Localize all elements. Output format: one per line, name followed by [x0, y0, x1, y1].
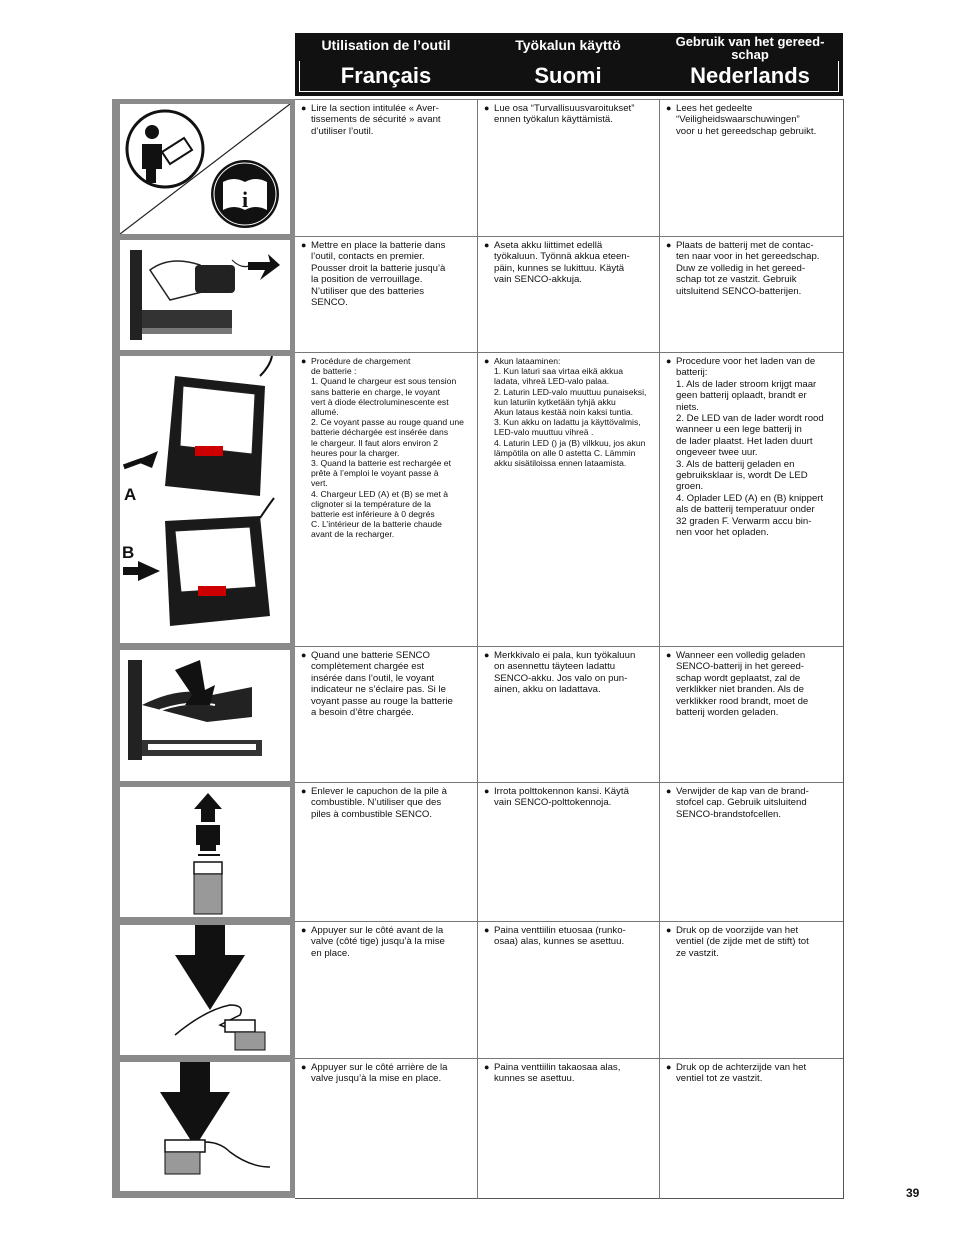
panel-battery-indicator	[120, 650, 290, 781]
svg-text:i: i	[241, 187, 249, 212]
cell-fr: ● Enlever le capuchon de la pile à combustible. N’utiliser que des piles à combustible SENCO.	[295, 783, 477, 922]
instruction-text-fi: Paina venttiilin etuosaa (runko- osaa) alas, kunnes se asettuu.	[494, 925, 626, 948]
battery-insert-icon	[120, 240, 290, 350]
header-col-fr	[295, 33, 477, 96]
instruction-text-nl: Druk op de achterzijde van het ventiel tot ze vastzit.	[676, 1062, 807, 1085]
figure-label-b: B	[122, 543, 135, 562]
instruction-table	[295, 99, 844, 1199]
cell-fi: ● Paina venttiilin etuosaa (runko- osaa) alas, kunnes se asettuu.	[477, 922, 659, 1059]
panel-battery-insert	[120, 240, 290, 350]
cell-nl: ● Procedure voor het laden van de batterij: 1. Als de lader stroom krijgt maar geen batterij oplaadt, brandt er niets. 2. De LED van de lader wordt rood wanneer u een lege batterij in de lader plaatst. Het laden duurt ongeveer twee uur. 3. Als de batterij geladen en gebruiksklaar is, wordt De LED groen. 4. Oplader LED (A) en (B) knippert als de batterij temperatuur onder 32 graden F. Verwarm accu bin- nen voor het opladen.	[659, 353, 841, 647]
header-language-fr: Français	[340, 63, 432, 88]
instruction-text-fr: Quand une batterie SENCO complètement chargée est insérée dans l’outil, le voyant indicateur ne s’éclaire pas. Si le voyant passe au rouge la batterie a besoin d’être chargée.	[311, 650, 453, 719]
instruction-text-fr: Lire la section intitulée « Aver- tissements de sécurité » avant d’utiliser l’outil.	[311, 103, 441, 137]
header-language-nl: Nederlands	[690, 63, 810, 88]
read-manual-icon	[127, 111, 203, 187]
table-row	[295, 782, 843, 922]
cell-fr: ● Appuyer sur le côté arrière de la valve jusqu’à la mise en place.	[295, 1059, 477, 1199]
cell-fr: ● Appuyer sur le côté avant de la valve (côté tige) jusqu’à la mise en place.	[295, 922, 477, 1059]
charger-icon	[120, 356, 290, 643]
instruction-text-nl: Plaats de batterij met de contac- ten naar voor in het gereedschap. Duw ze volledig in het gereed- schap tot ze vastzit. Gebruik uitsluitend SENCO-batterijen.	[676, 240, 820, 297]
instruction-text-fr: Procédure de chargement de batterie : 1. Quand le chargeur est sous tension sans batterie en charge, le voyant vert à diode électroluminescente est allumé. 2. Ce voyant passe au rouge quand une batterie déchargée est insérée dans le chargeur. Il faut alors environ 2 heures pour la charger. 3. Quand la batterie est rechargée et prête à l’emploi le voyant passe à vert. 4. Chargeur LED (A) et (B) se met à clignoter si la température de la batterie est inférieure à 0 degrés C. L’intérieur de la batterie chaude avant de la recharger.	[311, 356, 464, 540]
cell-fr: ● Mettre en place la batterie dans l’outil, contacts en premier. Pousser droit la batterie jusqu’à la position de verrouillage. N’utiliser que des batteries SENCO.	[295, 237, 477, 353]
instruction-text-fi: Irrota polttokennon kansi. Käytä vain SENCO-polttokennoja.	[494, 786, 629, 809]
instruction-text-nl: Druk op de voorzijde van het ventiel (de zijde met de stift) tot ze vastzit.	[676, 925, 809, 959]
instruction-text-nl: Procedure voor het laden van de batterij: 1. Als de lader stroom krijgt maar geen batterij oplaadt, brandt er niets. 2. De LED van de lader wordt rood wanneer u een lege batterij in de lader plaatst. Het laden duurt ongeveer twee uur. 3. Als de batterij geladen en gebruiksklaar is, wordt De LED groen. 4. Oplader LED (A) en (B) knippert als de batterij temperatuur onder 32 graden F. Verwarm accu bin- nen voor het opladen.	[676, 356, 824, 539]
table-row	[295, 99, 843, 237]
table-row	[295, 352, 843, 647]
valve-rear-icon	[120, 1062, 290, 1191]
info-book-icon	[211, 160, 279, 228]
header-col-fi	[477, 33, 659, 96]
cell-fr: ● Quand une batterie SENCO complètement chargée est insérée dans l’outil, le voyant indicateur ne s’éclaire pas. Si le voyant passe au rouge la batterie a besoin d’être chargée.	[295, 647, 477, 783]
panel-valve-rear	[120, 1062, 290, 1191]
header-subtitle-fr: Utilisation de l’outil	[321, 37, 451, 53]
page-number: 39	[906, 1186, 920, 1200]
illustration-strip	[112, 99, 295, 1198]
cell-nl: ● Plaats de batterij met de contac- ten naar voor in het gereedschap. Duw ze volledig in het gereed- schap tot ze vastzit. Gebruik uitsluitend SENCO-batterijen.	[659, 237, 841, 353]
cell-nl: ● Druk op de achterzijde van het ventiel tot ze vastzit.	[659, 1059, 841, 1199]
instruction-text-nl: Lees het gedeelte “Veiligheidswaarschuwingen” voor u het gereedschap gebruikt.	[676, 103, 817, 137]
instruction-text-fi: Akun lataaminen: 1. Kun laturi saa virtaa eikä akkua ladata, vihreä LED-valo palaa. 2. Laturin LED-valo muuttuu punaiseksi, kun laturiin kytketään tyhjä akku Akun lataus kestää noin kaksi tuntia. 3. Kun akku on ladattu ja käyttövalmis, LED-valo muuttuu vihreä . 4. Laturin LED () ja (B) vilkkuu, jos akun lämpötila on alle 0 astetta C. Lämmin akku sisätiloissa ennen lataamista.	[494, 356, 647, 469]
table-row	[295, 1058, 843, 1199]
cell-nl: ● Wanneer een volledig geladen SENCO-batterij in het gereed- schap wordt geplaatst, zal de verklikker niet branden. Als de verklikker rood brandt, moet de batterij worden geladen.	[659, 647, 841, 783]
instruction-text-nl: Verwijder de kap van de brand- stofcel cap. Gebruik uitsluitend SENCO-brandstofcellen.	[676, 786, 809, 820]
battery-indicator-icon	[120, 650, 290, 781]
cell-fi: ● Merkkivalo ei pala, kun työkaluun on asennettu täyteen ladattu SENCO-akku. Jos valo on pun- ainen, akku on ladattava.	[477, 647, 659, 783]
panel-charger	[120, 356, 290, 643]
instruction-text-fi: Merkkivalo ei pala, kun työkaluun on asennettu täyteen ladattu SENCO-akku. Jos valo on pun- ainen, akku on ladattava.	[494, 650, 636, 696]
cell-fr: ● Lire la section intitulée « Aver- tissements de sécurité » avant d’utiliser l’outil.	[295, 100, 477, 237]
instruction-text-nl: Wanneer een volledig geladen SENCO-batterij in het gereed- schap wordt geplaatst, zal de verklikker niet branden. Als de verklikker rood brandt, moet de batterij worden geladen.	[676, 650, 809, 719]
cell-fi: ● Irrota polttokennon kansi. Käytä vain SENCO-polttokennoja.	[477, 783, 659, 922]
instruction-text-fr: Mettre en place la batterie dans l’outil, contacts en premier. Pousser droit la batterie jusqu’à la position de verrouillage. N’utiliser que des batteries SENCO.	[311, 240, 446, 309]
instruction-text-fi: Paina venttiilin takaosaa alas, kunnes se asettuu.	[494, 1062, 621, 1085]
valve-front-icon	[120, 925, 290, 1055]
panel-fuel-cap	[120, 787, 290, 917]
table-row	[295, 921, 843, 1059]
instruction-text-fr: Enlever le capuchon de la pile à combustible. N’utiliser que des piles à combustible SENCO.	[311, 786, 448, 820]
fuel-cap-icon	[120, 787, 290, 917]
header-language-fi: Suomi	[534, 63, 602, 88]
panel-read-manual	[120, 104, 290, 234]
cell-fi: ● Lue osa “Turvallisuusvaroitukset” ennen työkalun käyttämistä.	[477, 100, 659, 237]
instruction-text-fr: Appuyer sur le côté arrière de la valve jusqu’à la mise en place.	[311, 1062, 448, 1085]
panel-valve-front	[120, 925, 290, 1055]
language-header	[295, 33, 843, 96]
instruction-text-fr: Appuyer sur le côté avant de la valve (côté tige) jusqu’à la mise en place.	[311, 925, 445, 959]
cell-fi: ● Aseta akku liittimet edellä työkaluun. Työnnä akkua eteen- päin, kunnes se lukittuu. Käytä vain SENCO-akkuja.	[477, 237, 659, 353]
cell-nl: ● Druk op de voorzijde van het ventiel (de zijde met de stift) tot ze vastzit.	[659, 922, 841, 1059]
cell-fr: ● Procédure de chargement de batterie : 1. Quand le chargeur est sous tension sans batterie en charge, le voyant vert à diode électroluminescente est allumé. 2. Ce voyant passe au rouge quand une batterie déchargée est insérée dans le chargeur. Il faut alors environ 2 heures pour la charger. 3. Quand la batterie est rechargée et prête à l’emploi le voyant passe à vert. 4. Chargeur LED (A) et (B) se met à clignoter si la température de la batterie est inférieure à 0 degrés C. L’intérieur de la batterie chaude avant de la recharger.	[295, 353, 477, 647]
cell-nl: ● Lees het gedeelte “Veiligheidswaarschuwingen” voor u het gereedschap gebruikt.	[659, 100, 841, 237]
figure-label-a: A	[124, 485, 137, 504]
header-subtitle-nl: Gebruik van het gereed- schap	[675, 34, 825, 62]
header-col-nl	[659, 33, 841, 96]
instruction-text-fi: Aseta akku liittimet edellä työkaluun. Työnnä akkua eteen- päin, kunnes se lukittuu. Käytä vain SENCO-akkuja.	[494, 240, 630, 286]
instruction-text-fi: Lue osa “Turvallisuusvaroitukset” ennen työkalun käyttämistä.	[494, 103, 635, 126]
cell-fi: ● Paina venttiilin takaosaa alas, kunnes se asettuu.	[477, 1059, 659, 1199]
header-subtitle-fi: Työkalun käyttö	[515, 37, 621, 53]
cell-nl: ● Verwijder de kap van de brand- stofcel cap. Gebruik uitsluitend SENCO-brandstofcellen.	[659, 783, 841, 922]
cell-fi: ● Akun lataaminen: 1. Kun laturi saa virtaa eikä akkua ladata, vihreä LED-valo palaa. 2. Laturin LED-valo muuttuu punaiseksi, kun laturiin kytketään tyhjä akku Akun lataus kestää noin kaksi tuntia. 3. Kun akku on ladattu ja käyttövalmis, LED-valo muuttuu vihreä . 4. Laturin LED () ja (B) vilkkuu, jos akun lämpötila on alle 0 astetta C. Lämmin akku sisätiloissa ennen lataamista.	[477, 353, 659, 647]
table-row	[295, 236, 843, 353]
table-row	[295, 646, 843, 783]
